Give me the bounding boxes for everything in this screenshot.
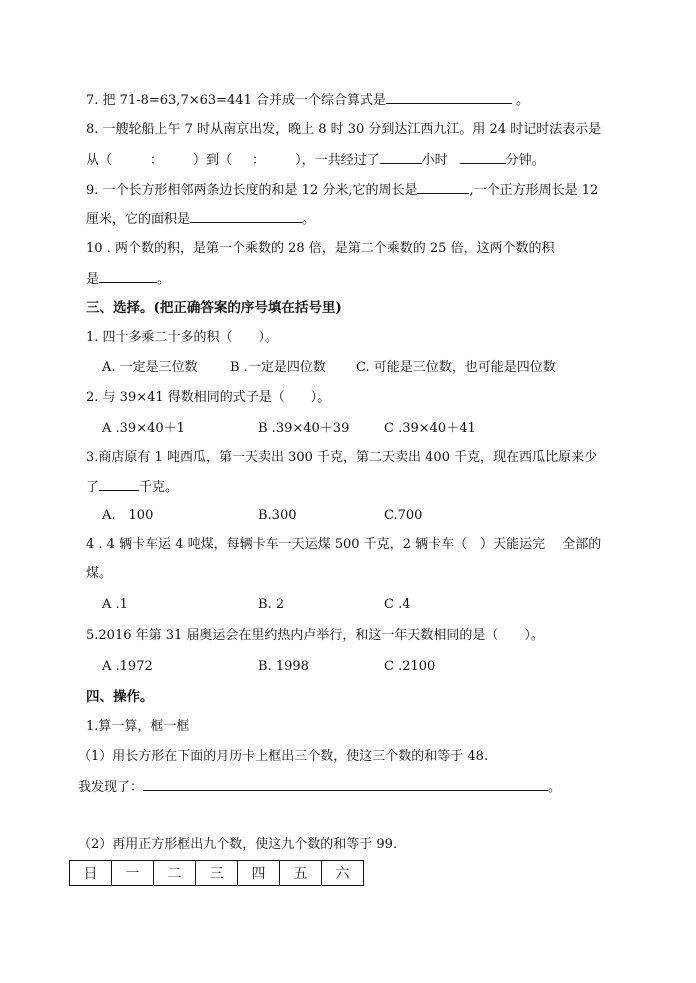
choice-4-option-c[interactable]: C .4 [384, 597, 411, 612]
choice-4-option-a[interactable]: A .1 [102, 597, 128, 612]
choice-5-question: 5.2016 年第 31 届奥运会在里约热内卢举行，和这一年天数相同的是（ ）。 [86, 628, 544, 643]
choice-1-option-a[interactable]: A. 一定是三位数 [102, 360, 198, 375]
operation-part-1: （1）用长方形在下面的月历卡上框出三个数，使这三个数的和等于 48. [78, 749, 489, 764]
choice-2-option-c[interactable]: C .39×40＋41 [384, 421, 476, 436]
answer-blank[interactable] [99, 477, 139, 491]
answer-blank[interactable] [143, 777, 548, 791]
choice-1-option-c[interactable]: C. 可能是三位数，也可能是四位数 [356, 360, 556, 375]
calendar-header-cell: 日 [70, 861, 112, 886]
question-10-line2: 是 。 [86, 269, 170, 289]
section-4-title: 四、操作。 [86, 689, 154, 705]
calendar-header-row [70, 861, 364, 886]
question-9-line1: 9. 一个长方形相邻两条边长度的和是 12 分米,它的周长是 ,一个正方形周长是 12 [86, 180, 598, 200]
choice-4-line2: 煤。 [86, 566, 113, 581]
operation-part-2: （2）再用正方形框出九个数，使这九个数的和等于 99. [78, 837, 398, 852]
answer-blank[interactable] [190, 209, 302, 223]
question-9-line2: 厘米，它的面积是 。 [86, 209, 315, 229]
choice-5-option-a[interactable]: A .1972 [102, 659, 153, 674]
question-8-line2: 从（ ： ）到（ ： ），一共经过了 小时 分钟。 [86, 150, 545, 170]
choice-5-option-b[interactable]: B. 1998 [258, 659, 309, 674]
choice-2-option-a[interactable]: A .39×40＋1 [102, 421, 185, 436]
choice-3-line1: 3.商店原有 1 吨西瓜，第一天卖出 300 千克，第二天卖出 400 千克，现在西瓜比原来少 [86, 450, 598, 465]
calendar-header-cell: 四 [238, 861, 280, 886]
question-10-line1: 10 . 两个数的积，是第一个乘数的 28 倍，是第二个乘数的 25 倍，这两个数的积 [86, 241, 555, 256]
choice-3-option-c[interactable]: C.700 [384, 508, 423, 523]
question-8-line1: 8. 一艘轮船上午 7 时从南京出发，晚上 8 时 30 分到达江西九江。用 24 时记时法表示是 [86, 122, 602, 137]
choice-3-option-a[interactable]: A. 100 [102, 508, 154, 523]
answer-blank[interactable] [386, 90, 512, 104]
found-line: 我发现了： 。 [78, 777, 561, 797]
answer-blank[interactable] [460, 150, 506, 164]
choice-3-option-b[interactable]: B.300 [258, 508, 297, 523]
choice-2-option-b[interactable]: B .39×40＋39 [258, 421, 350, 436]
calendar-header-cell: 六 [322, 861, 364, 886]
choice-4-option-b[interactable]: B. 2 [258, 597, 285, 612]
calendar-header-cell: 二 [154, 861, 196, 886]
choice-1-option-b[interactable]: B .一定是四位数 [230, 360, 326, 375]
answer-blank[interactable] [380, 150, 422, 164]
choice-2-question: 2. 与 39×41 得数相同的式子是（ ）。 [86, 390, 331, 405]
calendar-header-cell: 一 [112, 861, 154, 886]
choice-4-line1: 4 . 4 辆卡车运 4 吨煤，每辆卡车一天运煤 500 千克，2 辆卡车（ ）天能运完 全部的 [86, 537, 602, 552]
calendar-card [69, 860, 364, 886]
choice-1-question: 1. 四十多乘二十多的积（ ）。 [86, 330, 279, 345]
question-7: 7. 把 71-8=63,7×63=441 合并成一个综合算式是 。 [86, 90, 529, 110]
choice-5-option-c[interactable]: C .2100 [384, 659, 436, 674]
answer-blank[interactable] [417, 180, 469, 194]
section-3-title: 三、选择。(把正确答案的序号填在括号里) [86, 300, 342, 316]
answer-blank[interactable] [99, 269, 157, 283]
calendar-header-cell: 五 [280, 861, 322, 886]
choice-3-line2: 了 千克。 [86, 477, 178, 497]
calendar-header-cell: 三 [196, 861, 238, 886]
operation-heading: 1.算一算，框一框 [86, 719, 190, 734]
